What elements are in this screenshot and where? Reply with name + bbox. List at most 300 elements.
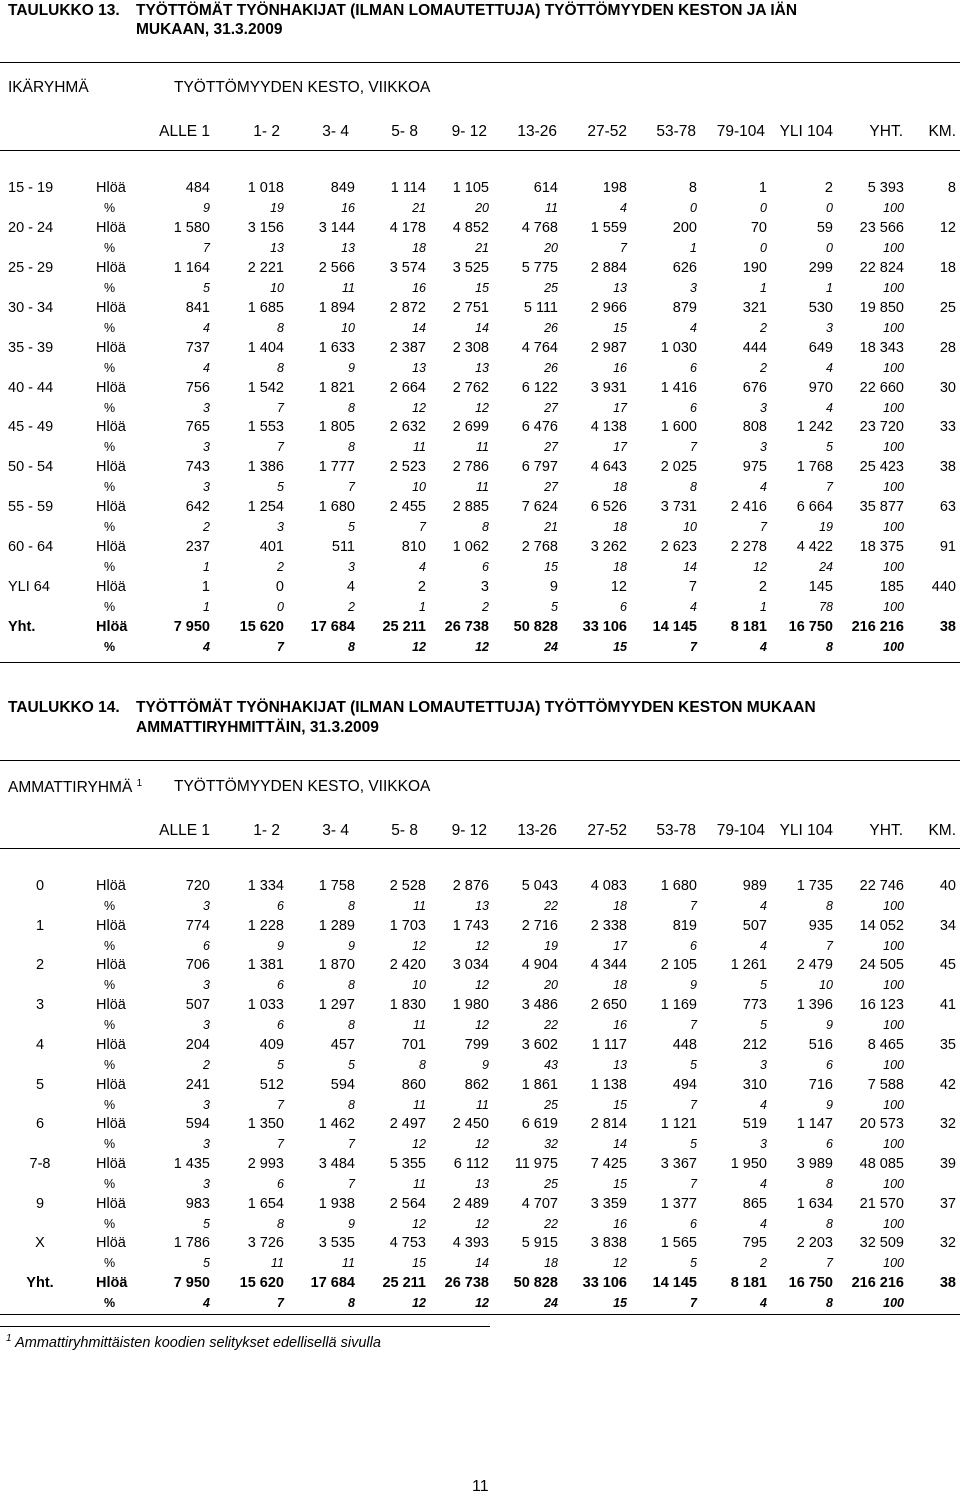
percent-cell: 100 — [883, 1137, 904, 1152]
percent-cell: 12 — [475, 400, 489, 415]
percent-cell: 7 — [348, 1137, 355, 1152]
count-cell: 1 062 — [452, 539, 489, 556]
percent-cell: 7 — [690, 1176, 697, 1191]
table13-title-line1: TYÖTTÖMÄT TYÖNHAKIJAT (ILMAN LOMAUTETTUJA) TYÖTTÖMYYDEN KESTON JA IÄN — [136, 2, 798, 19]
percent-cell: 1 — [760, 600, 767, 614]
percent-cell: 7 — [419, 520, 426, 535]
count-cell: 2 786 — [452, 459, 489, 476]
percent-cell: 4 — [690, 600, 697, 614]
count-unit-label: Hlöä — [96, 1235, 126, 1252]
percent-cell: 9 — [348, 938, 355, 953]
table13-bottom-rule — [0, 662, 960, 663]
count-cell: 1 685 — [247, 299, 284, 316]
percent-cell: 3 — [203, 1137, 210, 1152]
percent-cell: 5 — [277, 480, 284, 495]
count-cell: 22 746 — [859, 878, 904, 894]
count-cell: 2 528 — [389, 878, 426, 894]
count-cell: 1 938 — [318, 1195, 355, 1212]
table14-duration-label: TYÖTTÖMYYDEN KESTO, VIIKKOA — [174, 778, 431, 795]
count-cell: 4 083 — [590, 878, 627, 894]
percent-cell: 100 — [883, 899, 904, 913]
count-cell: 21 570 — [859, 1195, 904, 1212]
count-cell: 4 393 — [452, 1235, 489, 1252]
percent-cell: 1 — [690, 240, 697, 255]
table13-row-label: 35 - 39 — [8, 339, 54, 356]
percent-cell: 3 — [760, 400, 767, 415]
count-cell: 935 — [808, 917, 833, 934]
count-cell: 3 262 — [590, 539, 627, 556]
percent-cell: 2 — [348, 600, 355, 614]
percent-cell: 8 — [826, 639, 833, 654]
count-unit-label: Hlöä — [96, 878, 126, 894]
count-cell: 865 — [742, 1195, 767, 1212]
table14-col-header: 1- 2 — [253, 822, 280, 839]
percent-unit-label: % — [104, 240, 116, 255]
percent-cell: 18 — [412, 240, 426, 255]
percent-cell: 100 — [883, 938, 904, 953]
percent-cell: 0 — [690, 201, 697, 215]
count-unit-label: Hlöä — [96, 1275, 128, 1291]
count-cell: 2 768 — [521, 539, 558, 556]
count-cell: 1 805 — [318, 419, 355, 436]
count-cell: 3 — [480, 579, 489, 595]
table14-top-rule — [0, 760, 960, 761]
count-cell: 773 — [742, 997, 767, 1014]
count-unit-label: Hlöä — [96, 539, 126, 556]
count-cell: 3 602 — [521, 1036, 558, 1053]
table13-row-label: 30 - 34 — [8, 299, 54, 316]
percent-cell: 3 — [760, 1057, 767, 1072]
percent-cell: 12 — [475, 1137, 489, 1152]
count-cell: 204 — [185, 1036, 210, 1053]
percent-cell: 8 — [348, 899, 355, 913]
count-cell: 241 — [185, 1076, 210, 1093]
average-weeks-cell: 40 — [939, 878, 956, 894]
count-cell: 2 105 — [660, 957, 697, 974]
count-unit-label: Hlöä — [96, 379, 126, 396]
count-cell: 849 — [330, 180, 355, 196]
count-cell: 1 559 — [590, 219, 627, 236]
percent-cell: 1 — [203, 560, 210, 575]
percent-cell: 2 — [760, 320, 767, 335]
table13-row-label: 40 - 44 — [8, 379, 54, 396]
percent-unit-label: % — [104, 520, 116, 535]
average-weeks-cell: 440 — [931, 579, 956, 595]
percent-cell: 0 — [760, 240, 767, 255]
percent-cell: 6 — [690, 400, 697, 415]
percent-cell: 6 — [203, 938, 210, 953]
percent-cell: 7 — [826, 480, 833, 495]
percent-cell: 0 — [826, 240, 833, 255]
count-cell: 1 462 — [318, 1116, 355, 1133]
count-cell: 507 — [742, 917, 767, 934]
percent-cell: 5 — [760, 1018, 767, 1033]
count-cell: 642 — [185, 499, 210, 516]
percent-cell: 13 — [412, 360, 426, 375]
count-cell: 14 145 — [652, 1275, 697, 1291]
percent-cell: 6 — [690, 1216, 697, 1231]
count-cell: 2 762 — [452, 379, 489, 396]
percent-cell: 7 — [277, 1137, 284, 1152]
percent-cell: 2 — [203, 1057, 210, 1072]
count-cell: 2 876 — [452, 878, 489, 894]
count-cell: 1 680 — [660, 878, 697, 894]
count-cell: 1 386 — [247, 459, 284, 476]
count-cell: 841 — [185, 299, 210, 316]
average-weeks-cell: 32 — [939, 1116, 956, 1133]
percent-cell: 18 — [613, 560, 627, 575]
count-cell: 2 308 — [452, 339, 489, 356]
count-cell: 2 664 — [389, 379, 426, 396]
percent-unit-label: % — [104, 400, 116, 415]
percent-cell: 4 — [203, 1296, 210, 1310]
percent-cell: 27 — [544, 480, 558, 495]
count-cell: 530 — [808, 299, 833, 316]
count-cell: 15 620 — [239, 1275, 284, 1291]
percent-cell: 4 — [203, 320, 210, 335]
percent-cell: 8 — [690, 480, 697, 495]
count-cell: 9 — [549, 579, 558, 595]
percent-cell: 7 — [690, 1097, 697, 1112]
percent-unit-label: % — [104, 201, 116, 215]
average-weeks-cell: 28 — [939, 339, 956, 356]
count-cell: 2 338 — [590, 917, 627, 934]
count-cell: 7 425 — [590, 1155, 627, 1172]
percent-cell: 11 — [476, 480, 489, 495]
percent-cell: 8 — [348, 1018, 355, 1033]
count-cell: 512 — [259, 1076, 284, 1093]
count-cell: 765 — [185, 419, 210, 436]
percent-cell: 7 — [203, 240, 210, 255]
count-unit-label: Hlöä — [96, 180, 126, 196]
count-cell: 22 824 — [859, 259, 904, 276]
percent-unit-label: % — [104, 938, 116, 953]
percent-cell: 100 — [883, 1018, 904, 1033]
percent-cell: 6 — [826, 1057, 833, 1072]
count-cell: 1 565 — [660, 1235, 697, 1252]
percent-cell: 18 — [613, 480, 627, 495]
percent-cell: 2 — [760, 1256, 767, 1271]
percent-cell: 8 — [826, 1176, 833, 1191]
count-cell: 1 580 — [173, 219, 210, 236]
percent-cell: 14 — [412, 320, 426, 335]
percent-cell: 6 — [690, 360, 697, 375]
percent-cell: 10 — [412, 480, 426, 495]
count-cell: 1 117 — [591, 1036, 627, 1053]
percent-cell: 1 — [203, 600, 210, 614]
count-cell: 1 — [201, 579, 210, 595]
count-cell: 860 — [401, 1076, 426, 1093]
count-cell: 2 221 — [247, 259, 284, 276]
percent-cell: 13 — [341, 240, 355, 255]
count-cell: 1 435 — [173, 1155, 210, 1172]
percent-cell: 1 — [760, 280, 767, 295]
count-cell: 1 114 — [390, 180, 426, 196]
count-cell: 15 620 — [239, 618, 284, 635]
percent-cell: 6 — [482, 560, 489, 575]
table13-col-header: 3- 4 — [322, 123, 349, 140]
count-unit-label: Hlöä — [96, 219, 126, 236]
percent-cell: 11 — [413, 440, 426, 455]
count-cell: 1 542 — [247, 379, 284, 396]
count-cell: 1 138 — [590, 1076, 627, 1093]
percent-cell: 6 — [277, 978, 284, 993]
percent-cell: 15 — [613, 1097, 627, 1112]
percent-cell: 4 — [620, 201, 627, 215]
count-cell: 1 768 — [796, 459, 833, 476]
percent-cell: 18 — [544, 1256, 558, 1271]
count-unit-label: Hlöä — [96, 1036, 126, 1053]
count-cell: 511 — [331, 539, 355, 556]
table13-col-header: 53-78 — [656, 123, 696, 140]
percent-cell: 18 — [613, 899, 627, 913]
count-cell: 1 404 — [247, 339, 284, 356]
count-cell: 6 619 — [521, 1116, 558, 1133]
count-cell: 6 664 — [796, 499, 833, 516]
count-cell: 774 — [185, 917, 210, 934]
percent-cell: 22 — [544, 899, 558, 913]
percent-cell: 10 — [341, 320, 355, 335]
percent-cell: 3 — [203, 1176, 210, 1191]
table13-header-rule — [0, 150, 960, 151]
count-cell: 33 106 — [582, 618, 627, 635]
count-unit-label: Hlöä — [96, 499, 126, 516]
percent-cell: 9 — [826, 1097, 833, 1112]
percent-cell: 12 — [753, 560, 767, 575]
percent-cell: 13 — [475, 360, 489, 375]
table14-col-header: YLI 104 — [779, 822, 833, 839]
count-cell: 819 — [672, 917, 697, 934]
count-cell: 6 797 — [521, 459, 558, 476]
percent-cell: 15 — [544, 560, 558, 575]
count-cell: 594 — [185, 1116, 210, 1133]
percent-cell: 100 — [883, 560, 904, 575]
count-cell: 1 — [758, 180, 767, 196]
table14-col-header: KM. — [928, 822, 956, 839]
percent-cell: 4 — [760, 1296, 767, 1310]
percent-cell: 14 — [683, 560, 697, 575]
percent-cell: 26 — [544, 320, 558, 335]
footnote-marker: 1 — [136, 778, 143, 789]
percent-cell: 8 — [348, 1296, 355, 1310]
count-cell: 3 525 — [452, 259, 489, 276]
percent-cell: 3 — [203, 1018, 210, 1033]
percent-cell: 8 — [826, 1296, 833, 1310]
percent-unit-label: % — [104, 440, 116, 455]
table14-title-line2: AMMATTIRYHMITTÄIN, 31.3.2009 — [136, 719, 379, 736]
percent-cell: 100 — [883, 1057, 904, 1072]
count-cell: 2 632 — [389, 419, 426, 436]
count-cell: 983 — [185, 1195, 210, 1212]
table14-row-label: 4 — [35, 1036, 45, 1053]
percent-cell: 4 — [690, 320, 697, 335]
count-cell: 33 106 — [582, 1275, 627, 1291]
table14-col-header: 79-104 — [716, 822, 765, 839]
count-cell: 1 334 — [247, 878, 284, 894]
percent-cell: 16 — [613, 1018, 627, 1033]
percent-cell: 27 — [544, 400, 558, 415]
percent-cell: 8 — [348, 639, 355, 654]
count-unit-label: Hlöä — [96, 1195, 126, 1212]
count-cell: 14 145 — [652, 618, 697, 635]
count-cell: 212 — [742, 1036, 767, 1053]
count-cell: 737 — [185, 339, 210, 356]
percent-cell: 3 — [826, 320, 833, 335]
percent-cell: 20 — [544, 240, 558, 255]
table14-row-label: 0 — [35, 878, 45, 894]
count-cell: 2 416 — [730, 499, 767, 516]
table14-col-header: YHT. — [869, 822, 903, 839]
average-weeks-cell: 39 — [939, 1155, 956, 1172]
table13-duration-label: TYÖTTÖMYYDEN KESTO, VIIKKOA — [174, 79, 431, 96]
table14-col-header: 53-78 — [656, 822, 696, 839]
count-cell: 50 828 — [513, 1275, 558, 1291]
count-cell: 310 — [742, 1076, 767, 1093]
average-weeks-cell: 35 — [939, 1036, 956, 1053]
percent-cell: 3 — [690, 280, 697, 295]
percent-cell: 5 — [277, 1057, 284, 1072]
percent-cell: 12 — [475, 1018, 489, 1033]
percent-cell: 100 — [883, 360, 904, 375]
percent-cell: 15 — [613, 320, 627, 335]
percent-cell: 16 — [412, 280, 426, 295]
count-cell: 2 387 — [389, 339, 426, 356]
table13-col-header: YHT. — [869, 123, 903, 140]
count-cell: 614 — [533, 180, 558, 196]
count-cell: 2 566 — [318, 259, 355, 276]
percent-cell: 24 — [544, 1296, 558, 1310]
count-cell: 1 758 — [318, 878, 355, 894]
percent-cell: 3 — [277, 520, 284, 535]
count-cell: 3 931 — [590, 379, 627, 396]
count-cell: 5 043 — [521, 878, 558, 894]
footnote: $^1$ Ammattiryhmittäisten koodien selitykset edellisellä sivulla — [6, 1333, 381, 1351]
count-cell: 2 751 — [452, 299, 489, 316]
table13-row-label: 45 - 49 — [8, 419, 54, 436]
average-weeks-cell: 12 — [939, 219, 956, 236]
count-cell: 649 — [808, 339, 833, 356]
percent-cell: 17 — [613, 938, 627, 953]
count-cell: 48 085 — [859, 1155, 904, 1172]
percent-cell: 5 — [203, 1216, 210, 1231]
percent-cell: 4 — [203, 639, 210, 654]
percent-cell: 4 — [760, 899, 767, 913]
percent-cell: 7 — [277, 1296, 284, 1310]
percent-cell: 16 — [613, 360, 627, 375]
percent-cell: 78 — [819, 600, 833, 614]
table14-group-label: AMMATTIRYHMÄ $^1$ — [8, 778, 143, 797]
count-cell: 23 720 — [859, 419, 904, 436]
count-unit-label: Hlöä — [96, 618, 128, 635]
percent-cell: 8 — [826, 1216, 833, 1231]
count-cell: 1 553 — [247, 419, 284, 436]
percent-cell: 1 — [826, 280, 833, 295]
count-cell: 720 — [185, 878, 210, 894]
percent-unit-label: % — [104, 899, 116, 913]
percent-cell: 100 — [883, 1216, 904, 1231]
count-cell: 50 828 — [513, 618, 558, 635]
count-cell: 3 486 — [521, 997, 558, 1014]
percent-unit-label: % — [104, 560, 116, 575]
table14-header-rule — [0, 848, 960, 849]
count-cell: 1 654 — [247, 1195, 284, 1212]
count-cell: 24 505 — [859, 957, 904, 974]
percent-cell: 7 — [826, 1256, 833, 1271]
percent-cell: 18 — [613, 520, 627, 535]
percent-cell: 11 — [271, 1256, 284, 1271]
count-cell: 200 — [672, 219, 697, 236]
count-cell: 198 — [602, 180, 627, 196]
percent-cell: 100 — [883, 1256, 904, 1271]
percent-cell: 24 — [819, 560, 833, 575]
percent-cell: 21 — [544, 520, 558, 535]
count-cell: 216 216 — [851, 1275, 904, 1291]
table13-row-label: 50 - 54 — [8, 459, 54, 476]
table13-col-header: 13-26 — [517, 123, 557, 140]
count-cell: 5 355 — [389, 1155, 426, 1172]
count-cell: 2 987 — [590, 339, 627, 356]
percent-unit-label: % — [104, 480, 116, 495]
count-cell: 1 350 — [247, 1116, 284, 1133]
percent-cell: 27 — [544, 440, 558, 455]
percent-cell: 8 — [277, 360, 284, 375]
percent-cell: 15 — [613, 1176, 627, 1191]
count-cell: 519 — [742, 1116, 767, 1133]
percent-cell: 12 — [475, 938, 489, 953]
count-cell: 494 — [672, 1076, 697, 1093]
count-cell: 16 750 — [788, 1275, 833, 1291]
count-cell: 5 915 — [521, 1235, 558, 1252]
percent-cell: 7 — [277, 400, 284, 415]
count-cell: 879 — [672, 299, 697, 316]
percent-cell: 16 — [341, 201, 355, 215]
count-unit-label: Hlöä — [96, 1076, 126, 1093]
table13-col-header: ALLE 1 — [159, 123, 210, 140]
percent-cell: 2 — [760, 360, 767, 375]
percent-cell: 100 — [883, 240, 904, 255]
count-cell: 2 450 — [452, 1116, 489, 1133]
count-cell: 8 181 — [730, 618, 767, 635]
percent-cell: 8 — [277, 1216, 284, 1231]
percent-unit-label: % — [104, 1176, 116, 1191]
table14-row-label: Yht. — [26, 1275, 54, 1291]
count-cell: 2 966 — [590, 299, 627, 316]
table14-row-label: 5 — [35, 1076, 45, 1093]
percent-unit-label: % — [104, 1057, 116, 1072]
table14-col-header: 27-52 — [587, 822, 627, 839]
percent-cell: 4 — [760, 1097, 767, 1112]
count-cell: 11 975 — [514, 1155, 558, 1172]
count-cell: 808 — [742, 419, 767, 436]
count-cell: 1 735 — [796, 878, 833, 894]
average-weeks-cell: 63 — [939, 499, 956, 516]
count-cell: 1 169 — [660, 997, 697, 1014]
percent-cell: 7 — [690, 639, 697, 654]
count-unit-label: Hlöä — [96, 997, 126, 1014]
table14-col-header: ALLE 1 — [159, 822, 210, 839]
percent-cell: 19 — [544, 938, 558, 953]
average-weeks-cell: 30 — [939, 379, 956, 396]
count-cell: 32 509 — [859, 1235, 904, 1252]
percent-cell: 7 — [277, 440, 284, 455]
percent-cell: 8 — [348, 400, 355, 415]
table13-col-header: 27-52 — [587, 123, 627, 140]
percent-cell: 13 — [475, 899, 489, 913]
table14-row-label: 2 — [35, 957, 45, 974]
percent-cell: 7 — [690, 899, 697, 913]
count-cell: 4 768 — [521, 219, 558, 236]
count-cell: 507 — [185, 997, 210, 1014]
